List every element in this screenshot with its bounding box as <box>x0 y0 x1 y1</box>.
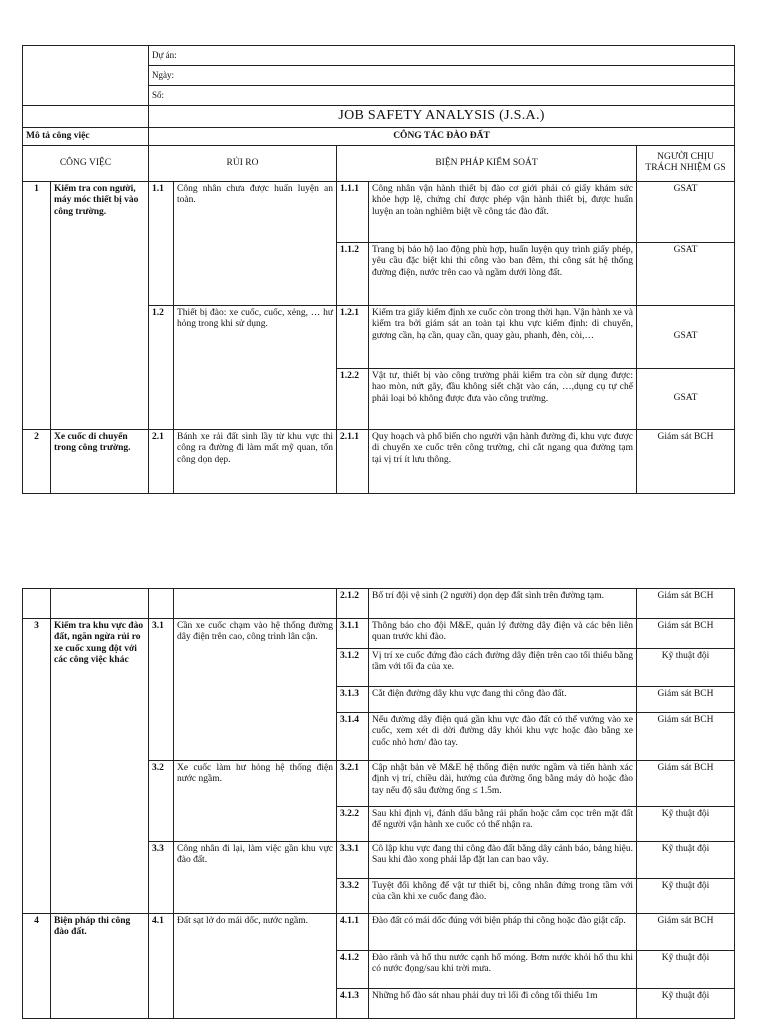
task-description-label: Mô tả công việc <box>23 127 149 145</box>
control-number: 3.1.2 <box>337 649 369 687</box>
task-name: Biện pháp thi công đào đất. <box>51 914 149 1019</box>
col-header-risk: RỦI RO <box>149 145 337 181</box>
number-field: Số: <box>149 86 735 106</box>
control-number: 1.1.1 <box>337 181 369 242</box>
control-text: Quy hoạch và phổ biến cho người vận hành đường đi, khu vực được di chuyển xe cuốc trên công trường, chỉ cắt ngang qua đường tạm tại vị trí ít lưu thông. <box>369 429 637 493</box>
responsible: GSAT <box>637 181 735 242</box>
task-description-value: CÔNG TÁC ĐÀO ĐẤT <box>149 127 735 145</box>
control-number: 3.2.1 <box>337 761 369 807</box>
control-text: Đào đất có mái dốc đúng với biện pháp thi công hoặc đào giật cấp. <box>369 914 637 951</box>
control-number: 1.2.2 <box>337 368 369 429</box>
control-number: 3.1.4 <box>337 713 369 761</box>
risk-text: Đất sạt lở do mái dốc, nước ngầm. <box>174 914 337 1019</box>
task-name: Xe cuốc di chuyển trong công trường. <box>51 429 149 493</box>
risk-text: Thiết bị đào: xe cuốc, cuốc, xẻng, … hư hỏng trong khi sử dụng. <box>174 305 337 429</box>
task-name: Kiểm tra con người, máy móc thiết bị vào công trường. <box>51 181 149 429</box>
jsa-table-page1 <box>22 45 735 494</box>
control-text: Đào rãnh và hố thu nước cạnh hố móng. Bơm nước khỏi hố thu khi có nước đọng/sau khi trời mưa. <box>369 951 637 989</box>
responsible: Kỹ thuật đội <box>637 842 735 879</box>
responsible: Giám sát BCH <box>637 589 735 619</box>
task-number: 4 <box>23 914 51 1019</box>
control-number: 2.1.2 <box>337 589 369 619</box>
logo-cell <box>23 46 149 106</box>
control-number: 3.1.3 <box>337 687 369 713</box>
control-number: 1.2.1 <box>337 305 369 368</box>
control-number: 4.1.3 <box>337 989 369 1019</box>
control-text: Trang bị bảo hộ lao động phù hợp, huấn luyện quy trình giấy phép, yêu cầu đặc biệt khi thi công vào ban đêm, thi công sát hệ thống đường điện, nước trên cao và ngầm dưới lòng đất. <box>369 242 637 305</box>
risk-text: Xe cuốc làm hư hỏng hệ thống điện nước ngầm. <box>174 761 337 842</box>
risk-number: 1.1 <box>149 181 174 305</box>
control-text: Công nhân vận hành thiết bị đào cơ giới phải có giấy khám sức khỏe hợp lệ, chứng chỉ được phép vận hành thiết bị, được huấn luyện an toàn nghiêm biệt về công tác đào đất. <box>369 181 637 242</box>
col-header-responsible: NGƯỜI CHỊU TRÁCH NHIỆM GS <box>637 145 735 181</box>
risk-text: Công nhân chưa được huấn luyện an toàn. <box>174 181 337 305</box>
col-header-task: CÔNG VIỆC <box>23 145 149 181</box>
control-text: Vị trí xe cuốc đứng đào cách đường dây điện trên cao tối thiểu bằng tầm với tối đa của xe. <box>369 649 637 687</box>
responsible: Kỹ thuật đội <box>637 951 735 989</box>
control-number: 4.1.1 <box>337 914 369 951</box>
control-number: 3.3.2 <box>337 879 369 914</box>
responsible: GSAT <box>637 305 735 368</box>
control-text: Cắt điện đường dây khu vực đang thi công đào đất. <box>369 687 637 713</box>
responsible: Kỹ thuật đội <box>637 879 735 914</box>
task-name-continued <box>51 589 149 619</box>
responsible: Giám sát BCH <box>637 619 735 649</box>
risk-number: 3.2 <box>149 761 174 842</box>
control-number: 3.2.2 <box>337 807 369 842</box>
responsible: GSAT <box>637 368 735 429</box>
control-number: 3.3.1 <box>337 842 369 879</box>
task-number: 3 <box>23 619 51 914</box>
risk-number-continued <box>149 589 174 619</box>
responsible: Giám sát BCH <box>637 914 735 951</box>
control-text: Bố trí đội vệ sinh (2 người) dọn dẹp đất sình trên đường tạm. <box>369 589 637 619</box>
control-text: Cập nhật bản vẽ M&E hệ thống điện nước ngầm và tiến hành xác định vị trí, chiều dài, hướng của đường ống bằng máy dò hoặc đào tay nếu độ sâu đường ống ≤ 1.5m. <box>369 761 637 807</box>
risk-text-continued <box>174 589 337 619</box>
responsible: Giám sát BCH <box>637 687 735 713</box>
title-left-blank <box>23 106 149 128</box>
control-text: Kiểm tra giấy kiểm định xe cuốc còn trong thời hạn. Vận hành xe và kiểm tra bởi giám sát an toàn tại khu vực kiểm định: di chuyển, gương cần, hạ cần, quay cần, quay gàu, phanh, đèn, còi,… <box>369 305 637 368</box>
page-title: JOB SAFETY ANALYSIS (J.S.A.) <box>149 106 735 128</box>
task-number: 2 <box>23 429 51 493</box>
project-field: Dự án: <box>149 46 735 66</box>
task-number-continued <box>23 589 51 619</box>
responsible: Kỹ thuật đội <box>637 807 735 842</box>
control-number: 1.1.2 <box>337 242 369 305</box>
risk-text: Cần xe cuốc chạm vào hệ thống đường dây điện trên cao, công trình lân cận. <box>174 619 337 761</box>
responsible: GSAT <box>637 242 735 305</box>
jsa-table-page2 <box>22 588 735 1019</box>
responsible: Kỹ thuật đội <box>637 989 735 1019</box>
control-text: Vật tư, thiết bị vào công trường phải kiểm tra còn sử dụng được: hao mòn, nứt gãy, đầu không siết chặt vào cán, …,dụng cụ tự chế phải loại bỏ không được đưa vào công trường. <box>369 368 637 429</box>
date-field: Ngày: <box>149 66 735 86</box>
risk-number: 4.1 <box>149 914 174 1019</box>
control-number: 4.1.2 <box>337 951 369 989</box>
risk-number: 2.1 <box>149 429 174 493</box>
col-header-control: BIỆN PHÁP KIỂM SOÁT <box>337 145 637 181</box>
control-text: Thông báo cho đội M&E, quản lý đường dây điện và các bên liên quan trước khi đào. <box>369 619 637 649</box>
risk-number: 3.1 <box>149 619 174 761</box>
risk-number: 3.3 <box>149 842 174 914</box>
risk-number: 1.2 <box>149 305 174 429</box>
control-number: 2.1.1 <box>337 429 369 493</box>
task-name: Kiểm tra khu vực đào đất, ngăn ngừa rủi ro xe cuốc xung đột với các công việc khác <box>51 619 149 914</box>
control-text: Sau khi định vị, đánh dấu bằng rải phấn hoặc cắm cọc trên mặt đất để người vận hành xe cuốc có thể nhận ra. <box>369 807 637 842</box>
responsible: Giám sát BCH <box>637 761 735 807</box>
control-number: 3.1.1 <box>337 619 369 649</box>
task-number: 1 <box>23 181 51 429</box>
responsible: Giám sát BCH <box>637 429 735 493</box>
responsible: Kỹ thuật đội <box>637 649 735 687</box>
control-text: Cô lập khu vực đang thi công đào đất bằng dây cảnh báo, bảng hiệu. Sau khi đào xong phải lắp đặt lan can bao vây. <box>369 842 637 879</box>
control-text: Nếu đường dây điện quá gần khu vực đào đất có thể vướng vào xe cuốc, xem xét di dời đường dây khỏi khu vực hoặc đào bằng xe cuốc nhỏ hơn/ đào tay. <box>369 713 637 761</box>
control-text: Những hố đào sát nhau phải duy trì lối đi công tối thiểu 1m <box>369 989 637 1019</box>
risk-text: Bánh xe rải đất sình lầy từ khu vực thi công ra đường đi làm mất mỹ quan, tốn công dọn dẹp. <box>174 429 337 493</box>
risk-text: Công nhân đi lại, làm việc gần khu vực đào đất. <box>174 842 337 914</box>
responsible: Giám sát BCH <box>637 713 735 761</box>
control-text: Tuyệt đối không để vật tư thiết bị, công nhân đứng trong tầm với của cần khi xe cuốc đang đào. <box>369 879 637 914</box>
